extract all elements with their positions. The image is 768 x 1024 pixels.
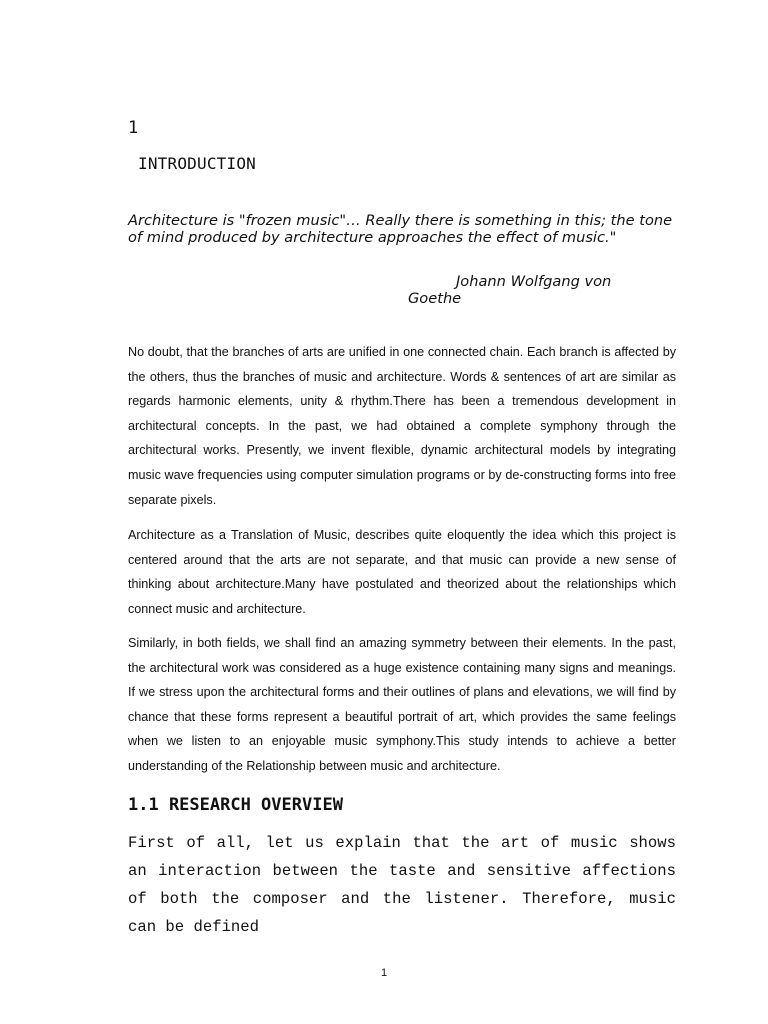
epigraph-author-line-2: Goethe	[408, 290, 462, 307]
section-paragraph: First of all, let us explain that the art of music shows an interaction between the taste and sensitive affections of both the composer and the listener. Therefore, music can be defined	[128, 834, 676, 936]
chapter-number: 1	[128, 118, 139, 138]
body-paragraph-3: Similarly, in both fields, we shall find an amazing symmetry between their elements. In the past, the architectural work was considered as a huge existence containing many signs and meanings. If we stress upon the architectural forms and their outlines of plans and elevations, we will find by chance that these forms represent a beautiful portrait of art, which provides the same feelings when we listen to an enjoyable music symphony.This study intends to achieve a better understanding of the Relationship between music and architecture.	[128, 636, 676, 773]
page-number: 1	[380, 967, 388, 979]
body-paragraph-2: Architecture as a Translation of Music, describes quite eloquently the idea which this project is centered around that the arts are not separate, and that music can provide a new sense of thinking about architecture.Many have postulated and theorized about the relationships which connect music and architecture.	[128, 528, 676, 616]
epigraph-author-line-1: Johann Wolfgang von	[456, 273, 612, 290]
epigraph-quote: Architecture is "frozen music"… Really there is something in this; the tone of mind produced by architecture approaches the effect of music."	[128, 212, 673, 246]
chapter-title: INTRODUCTION	[138, 154, 256, 173]
section-heading: 1.1 RESEARCH OVERVIEW	[128, 795, 343, 815]
body-paragraph-1: No doubt, that the branches of arts are unified in one connected chain. Each branch is affected by the others, thus the branches of music and architecture. Words & sentences of art are similar as regards harmonic elements, unity & rhythm.There has been a tremendous development in architectural concepts. In the past, we had obtained a complete symphony through the architectural works. Presently, we invent flexible, dynamic architectural models by integrating music wave frequencies using computer simulation programs or by de-constructing forms into free separate pixels.	[128, 345, 676, 507]
